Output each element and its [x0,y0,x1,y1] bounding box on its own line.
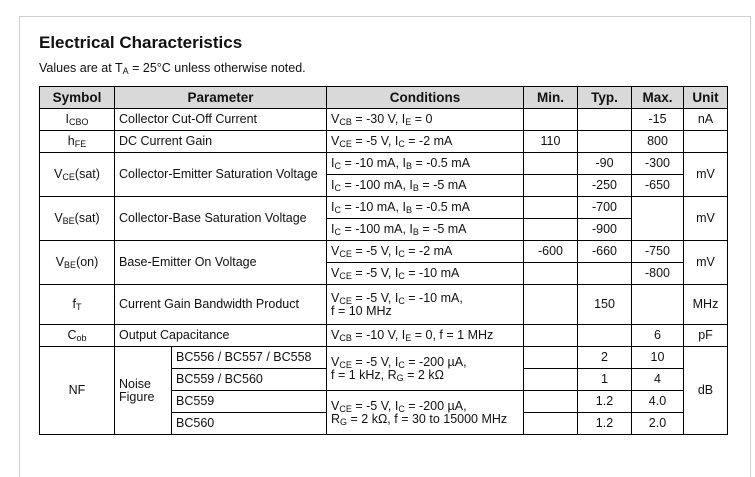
parameter-cell: Current Gain Bandwidth Product [115,285,327,325]
min-cell [524,219,578,241]
typ-cell [578,131,632,153]
device-cell: BC559 [172,391,327,413]
typ-cell: -700 [578,197,632,219]
symbol-cell: $V_{BE}(sat)$ [40,197,115,241]
symbol-cell: $f_T$ [40,285,115,325]
conditions-cell: $V_{CE} = -5$ V, $I_C = -200$ µA, $R_G = 2$ kΩ, f = 30 to 15000 MHz [327,391,524,435]
parameter-cell: Collector-Base Saturation Voltage [115,197,327,241]
symbol-cell: NF [40,347,115,435]
max-cell: 10 [632,347,684,369]
table-row [40,131,728,153]
header-conditions: Conditions [327,87,524,109]
symbol-cell: $V_{CE}(sat)$ [40,153,115,197]
typ-cell [578,325,632,347]
unit-cell: mV [684,197,728,241]
table-row [40,325,728,347]
conditions-cell: $V_{CE} = -5$ V, $I_C = -2$ mA [327,131,524,153]
characteristics-table-wrapper [39,86,728,435]
min-cell [524,391,578,413]
typ-cell: 1.2 [578,413,632,435]
device-cell: BC559 / BC560 [172,369,327,391]
unit-cell: nA [684,109,728,131]
min-cell [524,175,578,197]
conditions-note: Values are at $T_A = 25^\circ C$ unless otherwise noted. [39,61,306,76]
characteristics-table [39,86,728,435]
header-row [40,87,728,109]
min-cell [524,325,578,347]
typ-cell: 150 [578,285,632,325]
table-row [40,241,728,263]
max-cell: 4 [632,369,684,391]
conditions-cell: $I_C = -10$ mA, $I_B = -0.5$ mA [327,197,524,219]
header-parameter: Parameter [115,87,327,109]
device-cell: BC556 / BC557 / BC558 [172,347,327,369]
unit-cell: dB [684,347,728,435]
table-row [40,153,728,175]
typ-cell: -250 [578,175,632,197]
min-cell: -600 [524,241,578,263]
parameter-cell: Collector Cut-Off Current [115,109,327,131]
symbol-cell: $C_{ob}$ [40,325,115,347]
max-cell: -750 [632,241,684,263]
min-cell [524,153,578,175]
conditions-cell: $V_{CB} = -10$ V, $I_E = 0$, f = 1 MHz [327,325,524,347]
parameter-cell: Base-Emitter On Voltage [115,241,327,285]
min-cell [524,347,578,369]
parameter-cell: Collector-Emitter Saturation Voltage [115,153,327,197]
header-min: Min. [524,87,578,109]
conditions-cell: $I_C = -10$ mA, $I_B = -0.5$ mA [327,153,524,175]
max-cell: -15 [632,109,684,131]
unit-cell: MHz [684,285,728,325]
max-cell [632,197,684,241]
table-row [40,285,728,325]
max-cell: 6 [632,325,684,347]
unit-cell [684,131,728,153]
min-cell [524,109,578,131]
header-typ: Typ. [578,87,632,109]
typ-cell: 2 [578,347,632,369]
typ-cell: -660 [578,241,632,263]
section-title: Electrical Characteristics [39,33,243,52]
max-cell: -300 [632,153,684,175]
conditions-cell: $V_{CB} = -30$ V, $I_E = 0$ [327,109,524,131]
unit-cell: mV [684,153,728,197]
header-symbol: Symbol [40,87,115,109]
conditions-cell: $I_C = -100$ mA, $I_B = -5$ mA [327,219,524,241]
max-cell [632,285,684,325]
header-unit: Unit [684,87,728,109]
device-cell: BC560 [172,413,327,435]
unit-cell: mV [684,241,728,285]
conditions-cell: $V_{CE} = -5$ V, $I_C = -10$ mA, f = 10 MHz [327,285,524,325]
typ-cell [578,109,632,131]
table-row [40,197,728,219]
table-row [40,109,728,131]
max-cell: -650 [632,175,684,197]
header-max: Max. [632,87,684,109]
typ-cell [578,263,632,285]
typ-cell: -900 [578,219,632,241]
min-cell [524,285,578,325]
unit-cell: pF [684,325,728,347]
max-cell: -800 [632,263,684,285]
typ-cell: 1 [578,369,632,391]
max-cell: 4.0 [632,391,684,413]
parameter-cell: DC Current Gain [115,131,327,153]
symbol-cell: $h_{FE}$ [40,131,115,153]
parameter-cell: Output Capacitance [115,325,327,347]
parameter-cell: Noise Figure [115,347,172,435]
symbol-cell: $V_{BE}(on)$ [40,241,115,285]
min-cell [524,369,578,391]
conditions-cell: $V_{CE} = -5$ V, $I_C = -200$ µA, f = 1 kHz, $R_G = 2$ kΩ [327,347,524,391]
conditions-cell: $I_C = -100$ mA, $I_B = -5$ mA [327,175,524,197]
min-cell [524,413,578,435]
typ-cell: -90 [578,153,632,175]
symbol-cell: $I_{CBO}$ [40,109,115,131]
min-cell [524,197,578,219]
table-row [40,347,728,369]
conditions-cell: $V_{CE} = -5$ V, $I_C = -2$ mA [327,241,524,263]
typ-cell: 1.2 [578,391,632,413]
min-cell: 110 [524,131,578,153]
conditions-cell: $V_{CE} = -5$ V, $I_C = -10$ mA [327,263,524,285]
max-cell: 2.0 [632,413,684,435]
min-cell [524,263,578,285]
max-cell: 800 [632,131,684,153]
